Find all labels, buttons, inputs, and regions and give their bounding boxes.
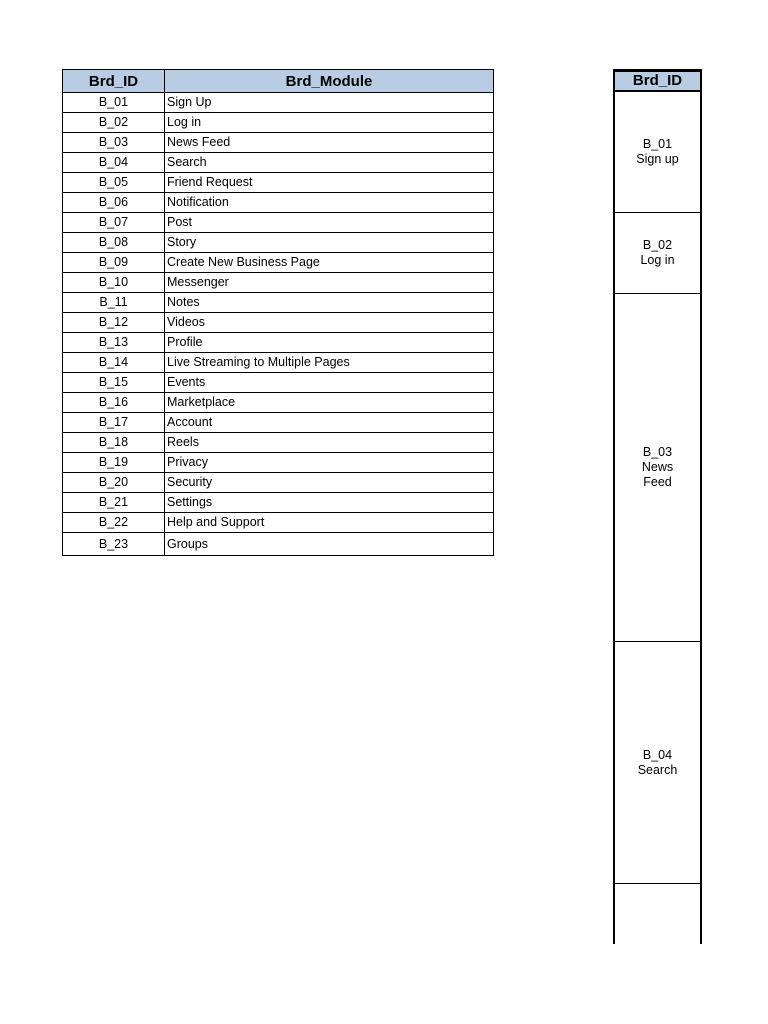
brd-module-cell: Events [165, 373, 494, 393]
right-cell-content [640, 238, 674, 268]
table-row [63, 113, 494, 133]
brd-module-cell: Security [165, 473, 494, 493]
table-row [63, 313, 494, 333]
table-row [63, 93, 494, 113]
brd-module-cell: Post [165, 213, 494, 233]
right-cell-content [642, 445, 673, 490]
table-row [63, 193, 494, 213]
brd-module-cell: Live Streaming to Multiple Pages [165, 353, 494, 373]
table-row [63, 413, 494, 433]
brd-id-cell: B_03 [63, 133, 165, 153]
table-row [63, 173, 494, 193]
brd-module-cell: Reels [165, 433, 494, 453]
table-row [63, 493, 494, 513]
brd-id-cell: B_14 [63, 353, 165, 373]
brd-id-cell: B_04 [63, 153, 165, 173]
brd-module-cell: Marketplace [165, 393, 494, 413]
brd-id-cell: B_09 [63, 253, 165, 273]
brd-id-cell: B_15 [63, 373, 165, 393]
brd-module-cell: Groups [165, 533, 494, 556]
table-row [63, 373, 494, 393]
brd-module-cell: Search [165, 153, 494, 173]
table-row [63, 153, 494, 173]
brd-id-cell: B_11 [63, 293, 165, 313]
table-row [63, 233, 494, 253]
table-header-row [63, 70, 494, 93]
table-row [63, 513, 494, 533]
column-header-brd-id: Brd_ID [63, 70, 165, 93]
brd-id-cell: B_17 [63, 413, 165, 433]
right-cell-content [636, 137, 678, 167]
table-row [63, 253, 494, 273]
brd-id-cell: B_12 [63, 313, 165, 333]
table-row [63, 133, 494, 153]
brd-module-cell: Videos [165, 313, 494, 333]
table-row [63, 433, 494, 453]
table-row [63, 333, 494, 353]
brd-module-cell: Log in [165, 113, 494, 133]
brd-id-cell: B_08 [63, 233, 165, 253]
table-row [63, 353, 494, 373]
brd-id-cell: B_23 [63, 533, 165, 556]
brd-id-cell: B_10 [63, 273, 165, 293]
brd-id-cell: B_19 [63, 453, 165, 473]
right-cell-label: Search [637, 762, 678, 777]
brd-module-table [62, 69, 494, 556]
brd-id-cell: B_07 [63, 213, 165, 233]
brd-module-cell: Account [165, 413, 494, 433]
right-table-cell [615, 884, 700, 944]
column-header-brd-module: Brd_Module [165, 70, 494, 93]
brd-module-cell: Profile [165, 333, 494, 353]
right-cell-label: News [641, 460, 674, 474]
brd-module-cell: Messenger [165, 273, 494, 293]
right-cell-id: B_03 [642, 445, 673, 459]
table-row [63, 393, 494, 413]
brd-id-cell: B_02 [63, 113, 165, 133]
right-cell-id: B_01 [642, 137, 673, 151]
brd-module-cell: Help and Support [165, 513, 494, 533]
right-table-cell [615, 92, 700, 213]
brd-module-cell: Create New Business Page [165, 253, 494, 273]
brd-module-cell: Settings [165, 493, 494, 513]
right-cell-label: Feed [643, 475, 672, 489]
brd-module-cell: Notification [165, 193, 494, 213]
table-row [63, 293, 494, 313]
brd-id-cell: B_16 [63, 393, 165, 413]
right-table-cell [615, 294, 700, 642]
brd-module-cell: Privacy [165, 453, 494, 473]
table-row [63, 273, 494, 293]
right-cell-label: Sign up [636, 152, 679, 166]
brd-module-cell: News Feed [165, 133, 494, 153]
right-cell-id: B_04 [642, 747, 673, 762]
table-row [63, 473, 494, 493]
right-table-cell [615, 642, 700, 884]
right-column-header-brd-id: Brd_ID [615, 69, 700, 92]
brd-id-cell: B_06 [63, 193, 165, 213]
brd-id-cell: B_20 [63, 473, 165, 493]
table-row [63, 533, 494, 556]
table-body [63, 93, 494, 556]
brd-id-cell: B_05 [63, 173, 165, 193]
brd-id-cell: B_18 [63, 433, 165, 453]
brd-id-cell: B_22 [63, 513, 165, 533]
right-cell-id: B_02 [642, 238, 673, 252]
brd-module-cell: Notes [165, 293, 494, 313]
brd-module-cell: Story [165, 233, 494, 253]
table-row [63, 453, 494, 473]
brd-id-cell: B_13 [63, 333, 165, 353]
table-row [63, 213, 494, 233]
brd-module-cell: Sign Up [165, 93, 494, 113]
right-cell-content [638, 748, 678, 778]
brd-id-cell: B_01 [63, 93, 165, 113]
brd-id-cell: B_21 [63, 493, 165, 513]
right-table-cell [615, 213, 700, 294]
brd-id-partial-table [613, 69, 702, 944]
brd-module-cell: Friend Request [165, 173, 494, 193]
right-cell-label: Log in [640, 253, 675, 267]
